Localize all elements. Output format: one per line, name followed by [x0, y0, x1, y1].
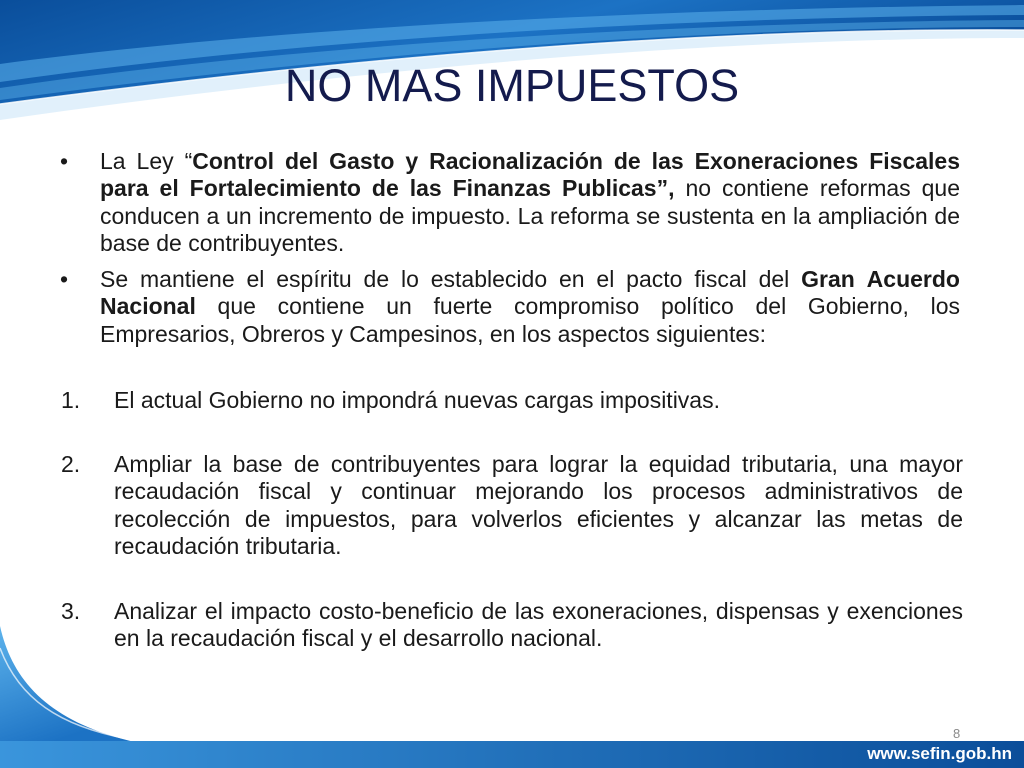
- bullet-item: [0, 148, 1024, 256]
- bullet-text: [100, 148, 960, 257]
- bullet-marker: •: [60, 266, 69, 292]
- bullet-text-regular: no contiene reformas que conducen a un incremento de impuesto. La reforma se sustenta en la ampliación de base de contribuyentes.: [100, 175, 960, 256]
- item-text: Analizar el impacto costo-beneficio de las exoneraciones, dispensas y exenciones en la recaudación fiscal y el desarrollo nacional.: [114, 598, 963, 652]
- bullet-text-bold: Gran Acuerdo Nacional: [100, 266, 960, 320]
- bullet-item: [0, 266, 1024, 347]
- item-text: El actual Gobierno no impondrá nuevas cargas impositivas.: [114, 387, 720, 413]
- numbered-item: [0, 598, 1024, 652]
- slide-title: NO MAS IMPUESTOS: [284, 60, 740, 111]
- item-number: 1.: [61, 387, 81, 413]
- bullet-text-regular: que contiene un fuerte compromiso político del Gobierno, los Empresarios, Obreros y Campesinos, en los aspectos siguientes:: [100, 293, 960, 347]
- page-number: 8: [953, 726, 961, 741]
- item-number: 3.: [61, 598, 81, 624]
- item-number: 2.: [61, 451, 81, 477]
- bullet-text-regular: Se mantiene el espíritu de lo establecido en el pacto fiscal del: [100, 266, 802, 292]
- item-text: Ampliar la base de contribuyentes para lograr la equidad tributaria, una mayor recaudación fiscal y continuar mejorando los procesos administrativos de recolección de impuestos, para volverlos eficientes y alcanzar las metas de recaudación tributaria.: [114, 451, 963, 559]
- numbered-item: [0, 387, 1024, 413]
- numbered-item: [0, 451, 1024, 559]
- bullet-text-bold: Control del Gasto y Racionalización de las Exoneraciones Fiscales para el Fortalecimiento de las Finanzas Publicas”,: [100, 148, 961, 202]
- bullet-text-regular: La Ley “: [100, 148, 193, 174]
- footer-website-url: www.sefin.gob.hn: [867, 744, 1012, 763]
- bullet-marker: •: [60, 148, 69, 174]
- bullet-text: [100, 266, 960, 348]
